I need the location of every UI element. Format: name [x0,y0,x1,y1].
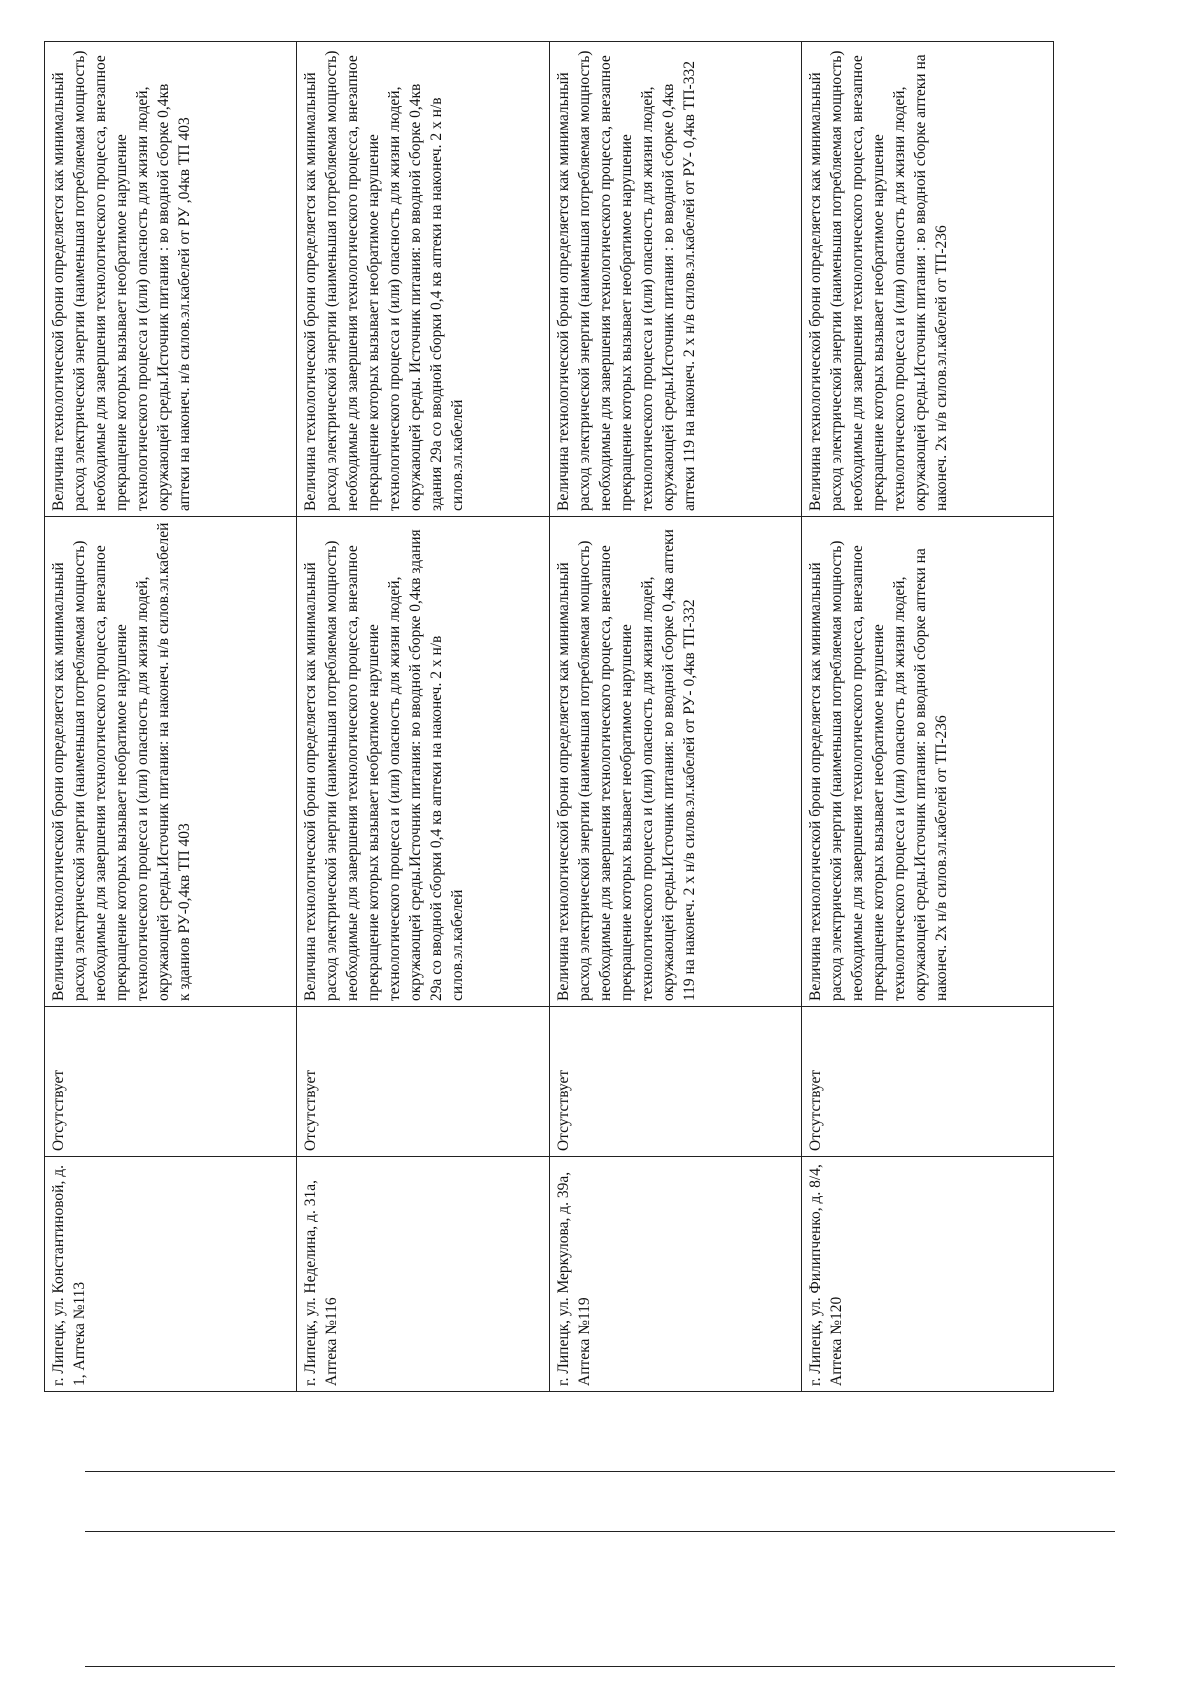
page-rule-right [85,1471,1115,1472]
table-row [45,42,297,1392]
description-cell: Величина технологической брони определяется как минимальный расход электрической энергии (наименьшая потребляемая мощность) необходимые для завершения технологического процесса, внезапное прекращение которых вызывает необратимое нарушение технологического процесса и (или) опасность для жизни людей, окружающей среды.Источник питания : во вводной сборке 0,4кв аптеки на наконеч. н/в силов.эл.кабелей от РУ ,04кв ТП 403 [45,42,297,517]
reservation-table [44,41,1054,1392]
description-cell: Величина технологической брони определяется как минимальный расход электрической энергии (наименьшая потребляемая мощность) необходимые для завершения технологического процесса, внезапное прекращение которых вызывает необратимое нарушение технологического процесса и (или) опасность для жизни людей, окружающей среды. Источник питания: во вводной сборке 0,4кв здания 29а со вводной сборки 0,4 кв аптеки на наконеч. 2 х н/в силов.эл.кабелей [297,42,549,517]
address-cell: г. Липецк, ул. Меркулова, д. 39а, Аптека №119 [549,1157,801,1392]
address-cell: г. Липецк, ул. Неделина, д. 31а, Аптека №116 [297,1157,549,1392]
category-cell: Величина технологической брони определяется как минимальный расход электрической энергии (наименьшая потребляемая мощность) необходимые для завершения технологического процесса, внезапное прекращение которых вызывает необратимое нарушение технологического процесса и (или) опасность для жизни людей, окружающей среды.Источник питания: во вводной сборке аптеки на наконеч. 2х н/в силов.эл.кабелей от ТП-236 [801,517,1053,1007]
table-row [801,42,1053,1392]
page-rule-left [85,1666,1115,1667]
technological-cell: Отсутствует [801,1007,1053,1157]
technological-cell: Отсутствует [45,1007,297,1157]
category-cell: Величина технологической брони определяется как минимальный расход электрической энергии (наименьшая потребляемая мощность) необходимые для завершения технологического процесса, внезапное прекращение которых вызывает необратимое нарушение технологического процесса и (или) опасность для жизни людей, окружающей среды.Источник питания: на наконеч. н/в силов.эл.кабелей к зданиов РУ-0,4кв ТП 403 [45,517,297,1007]
table-row [549,42,801,1392]
description-cell: Величина технологической брони определяется как минимальный расход электрической энергии (наименьшая потребляемая мощность) необходимые для завершения технологического процесса, внезапное прекращение которых вызывает необратимое нарушение технологического процесса и (или) опасность для жизни людей, окружающей среды.Источник питания : во вводной сборке аптеки на наконеч. 2х н/в силов.эл.кабелей от ТП-236 [801,42,1053,517]
page-rule-middle [85,1531,1115,1532]
table-row [297,42,549,1392]
category-cell: Величина технологической брони определяется как минимальный расход электрической энергии (наименьшая потребляемая мощность) необходимые для завершения технологического процесса, внезапное прекращение которых вызывает необратимое нарушение технологического процесса и (или) опасность для жизни людей, окружающей среды.Источник питания: во вводной сборке 0,4кв аптеки 119 на наконеч. 2 х н/в силов.эл.кабелей от РУ- 0,4кв ТП-332 [549,517,801,1007]
description-cell: Величина технологической брони определяется как минимальный расход электрической энергии (наименьшая потребляемая мощность) необходимые для завершения технологического процесса, внезапное прекращение которых вызывает необратимое нарушение технологического процесса и (или) опасность для жизни людей, окружающей среды.Источник питания : во вводной сборке 0,4кв аптеки 119 на наконеч. 2 х н/в силов.эл.кабелей от РУ- 0,4кв ТП-332 [549,42,801,517]
technological-cell: Отсутствует [297,1007,549,1157]
address-cell: г. Липецк, ул. Филипченко, д. 8/4, Аптека №120 [801,1157,1053,1392]
technological-cell: Отсутствует [549,1007,801,1157]
category-cell: Величина технологической брони определяется как минимальный расход электрической энергии (наименьшая потребляемая мощность) необходимые для завершения технологического процесса, внезапное прекращение которых вызывает необратимое нарушение технологического процесса и (или) опасность для жизни людей, окружающей среды.Источник питания: во вводной сборке 0,4кв здания 29а со вводной сборки 0,4 кв аптеки на наконеч. 2 х н/в силов.эл.кабелей [297,517,549,1007]
address-cell: г. Липецк, ул. Константиновой, д. 1, Аптека №113 [45,1157,297,1392]
